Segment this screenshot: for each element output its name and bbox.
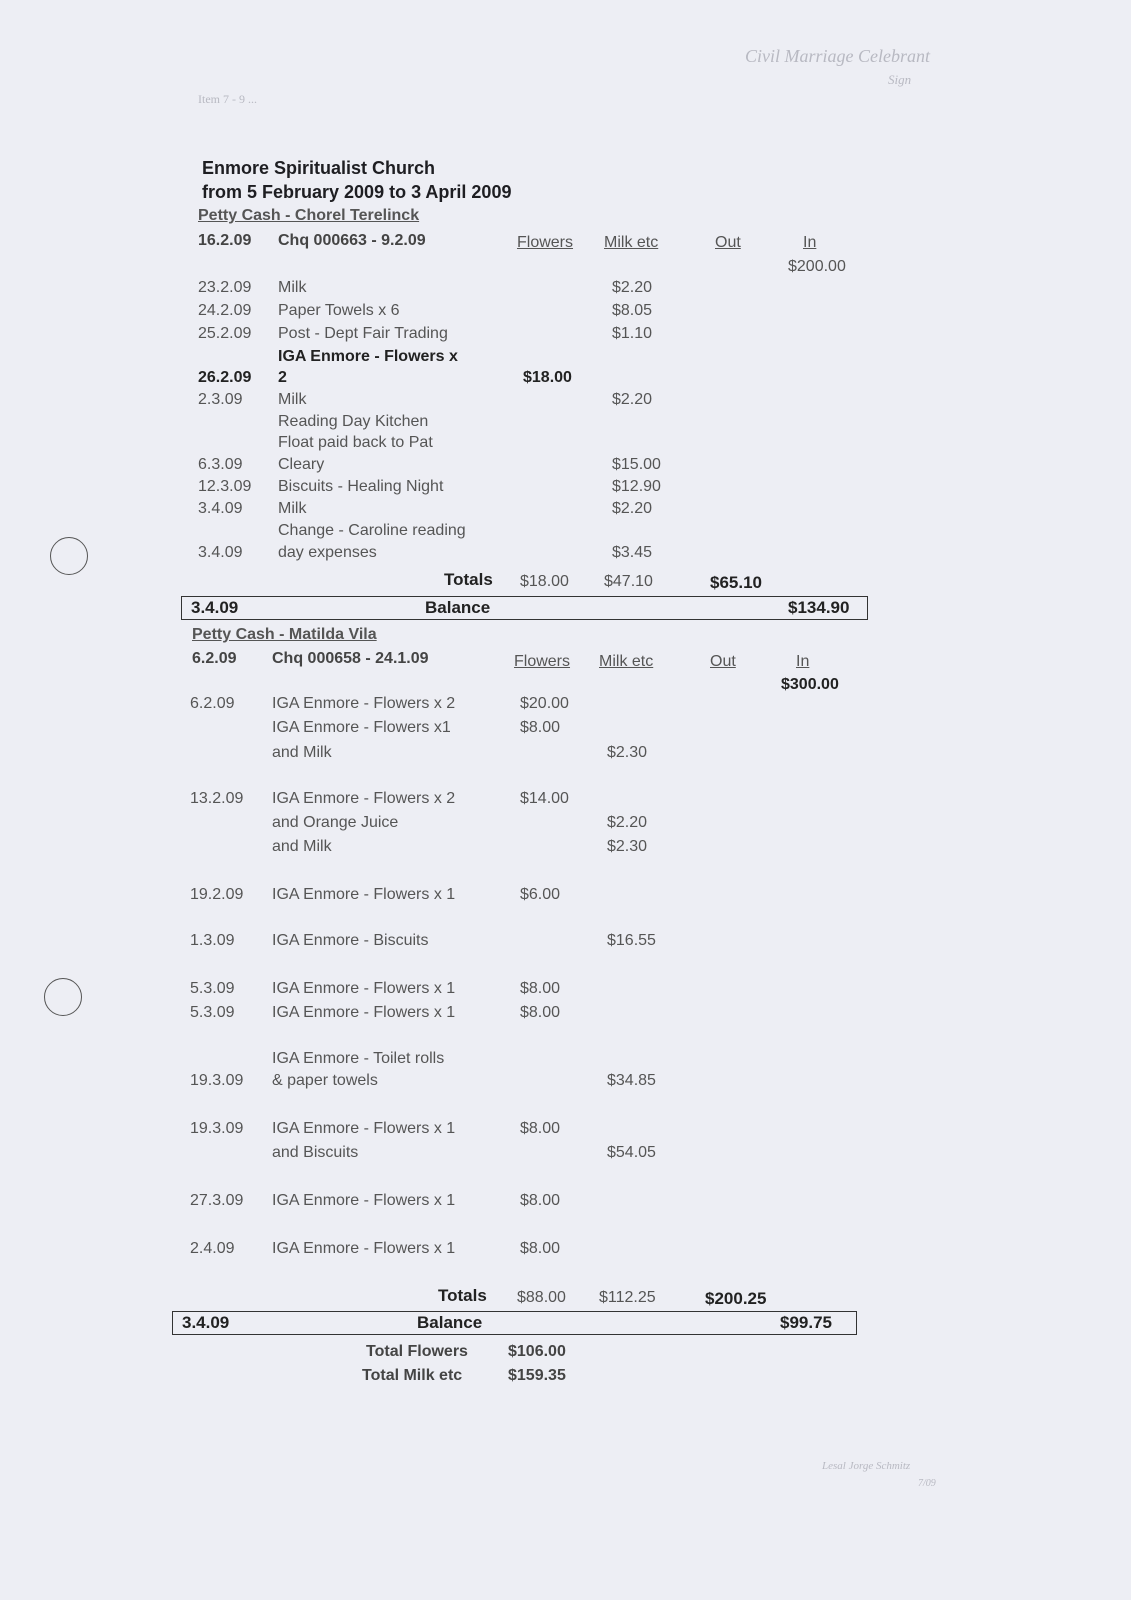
col-header-milk: Milk etc: [604, 234, 659, 251]
faint-note-top-left: Item 7 - 9 ...: [198, 92, 257, 106]
row-desc: IGA Enmore - Toilet rolls: [272, 1050, 445, 1067]
row-desc: Reading Day Kitchen: [278, 413, 429, 430]
row-date: 3.4.09: [198, 500, 243, 517]
row-flowers: $8.00: [520, 1240, 561, 1257]
balance-label: Balance: [425, 598, 491, 617]
row-date: 5.3.09: [190, 1004, 235, 1021]
balance-label: Balance: [417, 1313, 483, 1332]
section-title: Petty Cash - Chorel Terelinck: [198, 207, 420, 224]
row-date: 12.3.09: [198, 478, 252, 495]
balance-date: 3.4.09: [182, 1313, 230, 1332]
row-milk: $54.05: [607, 1144, 656, 1161]
total-flowers-value: $106.00: [508, 1343, 566, 1360]
in-amount: $200.00: [788, 258, 846, 275]
in-amount: $300.00: [781, 676, 839, 693]
handwritten-note-top-right-sub: Sign: [888, 72, 912, 87]
totals-flowers: $18.00: [520, 573, 569, 590]
row-milk: $12.90: [612, 478, 661, 495]
totals-out: $200.25: [705, 1289, 767, 1308]
row-desc: IGA Enmore - Flowers x1: [272, 719, 451, 736]
row-desc: Float paid back to Pat: [278, 434, 433, 451]
period-title: from 5 February 2009 to 3 April 2009: [202, 182, 512, 202]
cheque-desc: Chq 000663 - 9.2.09: [278, 232, 426, 249]
row-flowers: $14.00: [520, 790, 569, 807]
org-title: Enmore Spiritualist Church: [202, 158, 436, 178]
row-date: 19.3.09: [190, 1120, 244, 1137]
balance-amount: $99.75: [780, 1313, 832, 1332]
row-date: 27.3.09: [190, 1192, 244, 1209]
cheque-date: 16.2.09: [198, 232, 252, 249]
row-desc: IGA Enmore - Flowers x 2: [272, 790, 456, 807]
col-header-out: Out: [710, 653, 736, 670]
balance-date: 3.4.09: [191, 598, 239, 617]
row-milk: $2.30: [607, 744, 648, 761]
row-desc: Cleary: [278, 456, 325, 473]
row-desc: Post - Dept Fair Trading: [278, 325, 448, 342]
row-desc: IGA Enmore - Flowers x 1: [272, 980, 456, 997]
row-milk: $15.00: [612, 456, 661, 473]
row-desc: Milk: [278, 391, 307, 408]
row-flowers: $6.00: [520, 886, 561, 903]
total-flowers-label: Total Flowers: [366, 1343, 468, 1360]
totals-flowers: $88.00: [517, 1289, 566, 1306]
row-date: 5.3.09: [190, 980, 235, 997]
row-desc: IGA Enmore - Flowers x 2: [272, 695, 456, 712]
row-milk: $2.20: [607, 814, 648, 831]
faint-note-bottom-right: Lesal Jorge Schmitz: [822, 1460, 911, 1472]
row-flowers: $8.00: [520, 980, 561, 997]
row-milk: $2.20: [612, 279, 653, 296]
row-milk: $34.85: [607, 1072, 656, 1089]
totals-label: Totals: [438, 1286, 487, 1305]
row-desc: IGA Enmore - Flowers x 1: [272, 1120, 456, 1137]
row-desc: day expenses: [278, 544, 377, 561]
row-desc: and Orange Juice: [272, 814, 399, 831]
col-header-in: In: [803, 234, 817, 251]
row-desc: IGA Enmore - Flowers x 1: [272, 1240, 456, 1257]
section-title: Petty Cash - Matilda Vila: [192, 626, 377, 643]
balance-row-box: [181, 596, 868, 620]
row-desc: IGA Enmore - Flowers x 1: [272, 886, 456, 903]
row-date: 26.2.09: [198, 369, 252, 386]
faint-note-bottom-right-sub: 7/09: [918, 1478, 936, 1489]
col-header-out: Out: [715, 234, 741, 251]
row-desc: IGA Enmore - Flowers x 1: [272, 1192, 456, 1209]
col-header-milk: Milk etc: [599, 653, 654, 670]
row-date: 24.2.09: [198, 302, 252, 319]
row-date: 6.2.09: [190, 695, 235, 712]
cheque-desc: Chq 000658 - 24.1.09: [272, 650, 429, 667]
totals-milk: $47.10: [604, 573, 653, 590]
row-flowers: $8.00: [520, 1120, 561, 1137]
row-desc: IGA Enmore - Biscuits: [272, 932, 429, 949]
row-flowers: $20.00: [520, 695, 569, 712]
cheque-date: 6.2.09: [192, 650, 237, 667]
col-header-in: In: [796, 653, 810, 670]
row-milk: $1.10: [612, 325, 653, 342]
row-desc: Change - Caroline reading: [278, 522, 466, 539]
totals-milk: $112.25: [599, 1289, 656, 1306]
row-milk: $8.05: [612, 302, 653, 319]
row-desc: Paper Towels x 6: [278, 302, 400, 319]
row-flowers: $18.00: [523, 369, 572, 386]
row-desc: Biscuits - Healing Night: [278, 478, 444, 495]
row-desc: and Biscuits: [272, 1144, 359, 1161]
row-desc: Milk: [278, 500, 307, 517]
total-milk-label: Total Milk etc: [362, 1367, 463, 1384]
totals-out: $65.10: [710, 573, 762, 592]
row-desc: IGA Enmore - Flowers x: [278, 348, 458, 365]
row-date: 2.3.09: [198, 391, 243, 408]
row-desc: Milk: [278, 279, 307, 296]
row-date: 13.2.09: [190, 790, 244, 807]
row-desc: 2: [278, 369, 287, 386]
totals-label: Totals: [444, 570, 493, 589]
row-milk: $16.55: [607, 932, 656, 949]
row-date: 3.4.09: [198, 544, 243, 561]
col-header-flowers: Flowers: [514, 653, 571, 670]
row-milk: $2.20: [612, 391, 653, 408]
row-flowers: $8.00: [520, 1004, 561, 1021]
row-date: 2.4.09: [190, 1240, 235, 1257]
row-milk: $2.20: [612, 500, 653, 517]
row-flowers: $8.00: [520, 719, 561, 736]
row-date: 19.3.09: [190, 1072, 244, 1089]
balance-row-box: [172, 1311, 857, 1335]
punch-hole-top: [50, 537, 88, 575]
row-date: 23.2.09: [198, 279, 252, 296]
col-header-flowers: Flowers: [517, 234, 574, 251]
row-date: 25.2.09: [198, 325, 252, 342]
row-date: 19.2.09: [190, 886, 244, 903]
row-desc: and Milk: [272, 838, 332, 855]
row-desc: IGA Enmore - Flowers x 1: [272, 1004, 456, 1021]
row-date: 6.3.09: [198, 456, 243, 473]
row-milk: $3.45: [612, 544, 653, 561]
row-desc: & paper towels: [272, 1072, 378, 1089]
balance-amount: $134.90: [788, 598, 850, 617]
handwritten-note-top-right: Civil Marriage Celebrant: [745, 46, 930, 66]
row-desc: and Milk: [272, 744, 332, 761]
row-milk: $2.30: [607, 838, 648, 855]
row-date: 1.3.09: [190, 932, 235, 949]
punch-hole-bottom: [44, 978, 82, 1016]
total-milk-value: $159.35: [508, 1367, 566, 1384]
row-flowers: $8.00: [520, 1192, 561, 1209]
